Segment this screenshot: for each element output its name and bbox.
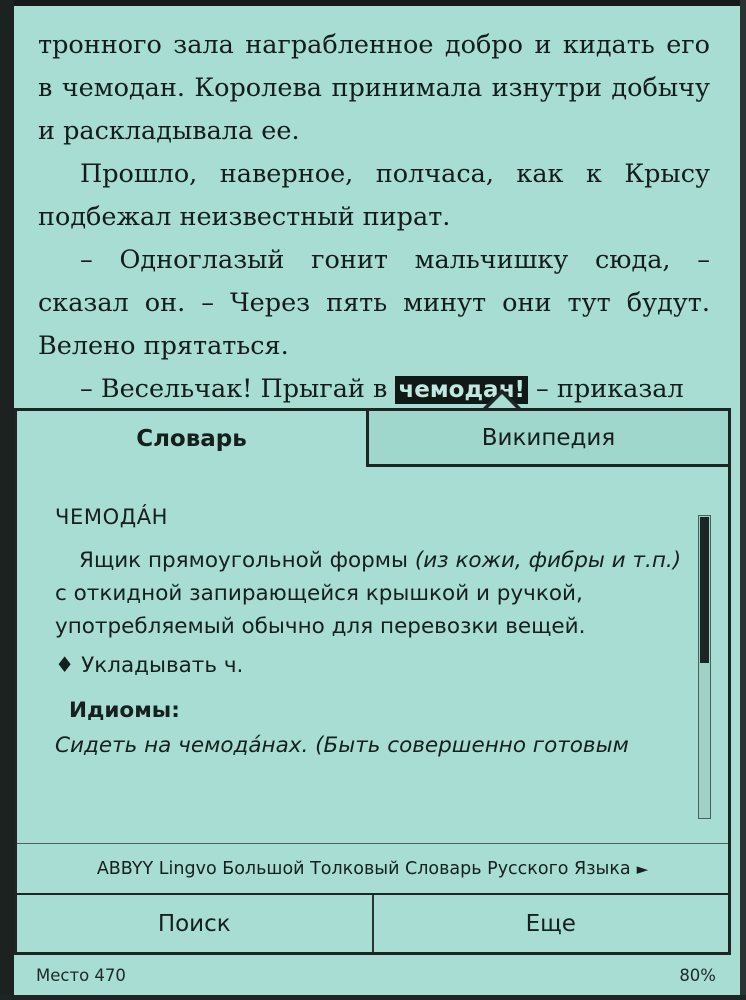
paragraph-text: – Весельчак! Прыгай в	[80, 374, 396, 404]
book-paragraph-3	[38, 239, 710, 368]
more-button-label: Еще	[525, 910, 576, 937]
tab-dictionary[interactable]	[17, 411, 369, 467]
dictionary-headword: ЧЕМОДÁН	[55, 505, 169, 529]
selected-word-highlight[interactable]: чемодан!	[395, 376, 527, 404]
search-button-label: Поиск	[157, 910, 231, 937]
location-indicator: Место 470	[36, 966, 126, 985]
paragraph-text: Прошло, наверное, полчаса, как к Крысу подбежал неизвестный пират.	[38, 159, 710, 232]
dictionary-source-label: ABBYY Lingvo Большой Толковый Словарь Русского Языка	[96, 858, 631, 879]
dictionary-source[interactable]	[17, 843, 728, 895]
definition-prefix: Ящик прямоугольной формы	[79, 548, 415, 573]
paragraph-text: – Одноглазый гонит мальчишку сюда, – сказал он. – Через пять минут они тут будут. Велено прятаться.	[38, 245, 710, 361]
dictionary-definition	[55, 544, 682, 643]
tab-wikipedia[interactable]	[369, 411, 728, 467]
book-page-text[interactable]	[38, 24, 710, 412]
popup-tab-strip	[17, 411, 728, 467]
tab-label: Википедия	[481, 424, 616, 451]
scrollbar-thumb[interactable]	[700, 517, 709, 663]
dictionary-example: ♦ Укладывать ч.	[55, 653, 244, 678]
device-bezel-left	[0, 0, 14, 1000]
paragraph-text: – приказал	[527, 374, 684, 404]
dictionary-article[interactable]	[17, 467, 728, 842]
definition-suffix: с откидной запирающейся крышкой и ручкой, употребляемый обычно для перевозки вещей.	[55, 581, 586, 639]
popup-action-bar	[17, 895, 728, 952]
progress-indicator: 80%	[679, 966, 716, 985]
device-bezel-top	[0, 0, 746, 6]
more-button[interactable]	[374, 895, 729, 952]
device-bezel-right	[740, 0, 746, 1000]
status-footer	[0, 956, 746, 1000]
paragraph-text: тронного зала награбленное добро и кидать его в чемодан. Королева принимала изнутри добычу и раскладывала ее.	[38, 30, 710, 146]
search-button[interactable]	[17, 895, 374, 952]
definition-italic-note: (из кожи, фибры и т.п.)	[414, 548, 682, 573]
book-paragraph-1	[38, 24, 710, 153]
idioms-heading: Идиомы:	[69, 698, 180, 723]
tab-label: Словарь	[136, 426, 247, 452]
chevron-right-icon[interactable]: ►	[636, 859, 649, 878]
idiom-entry: Сидеть на чемодáнах. (Быть совершенно готовым	[55, 733, 629, 758]
book-paragraph-4	[38, 368, 710, 412]
book-paragraph-2	[38, 153, 710, 239]
dictionary-popup	[14, 408, 731, 955]
article-scrollbar[interactable]	[698, 515, 711, 819]
